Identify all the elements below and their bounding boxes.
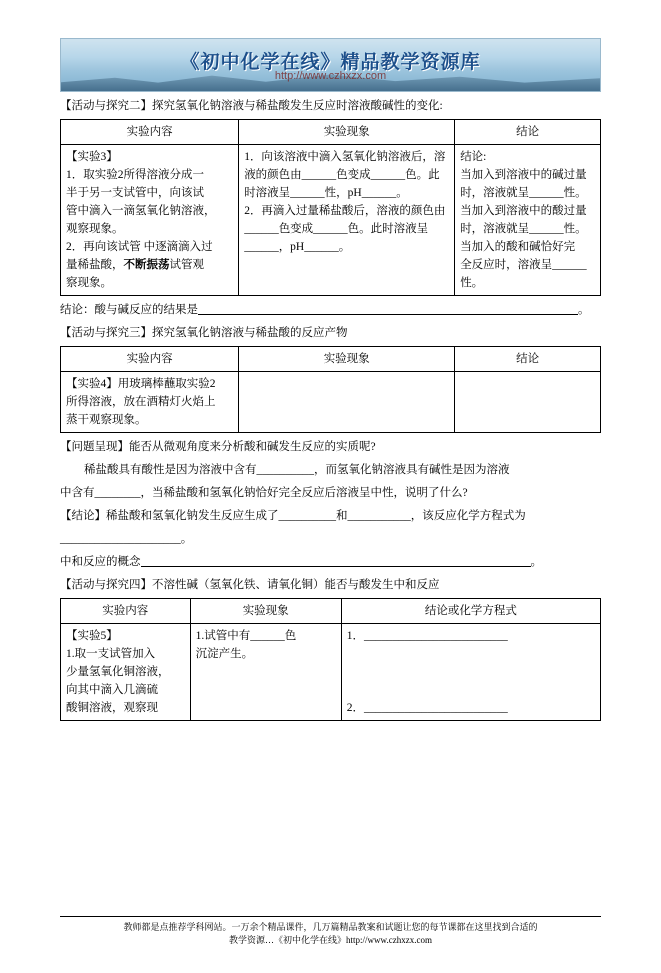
content-line: 观察现象。 xyxy=(66,223,124,235)
phenomenon-line: ______，pH______。 xyxy=(244,241,351,253)
question-body-line-1: 稀盐酸具有酸性是因为溶液中含有__________，而氢氧化钠溶液具有碱性是因为溶液 xyxy=(84,464,510,476)
table-header-row xyxy=(61,599,601,624)
phenomenon-line: 1.试管中有______色 xyxy=(195,630,297,642)
neutralization-label: 中和反应的概念 xyxy=(60,556,141,568)
neutralization-tail: 。 xyxy=(530,556,542,568)
content-line: 1．取实验2所得溶液分成一 xyxy=(66,169,204,181)
table-row xyxy=(61,624,601,721)
phenomenon-line: 2．再滴入过量稀盐酸后，溶液的颜色由 xyxy=(244,205,446,217)
cell-content xyxy=(61,372,239,433)
col-header-content: 实验内容 xyxy=(61,599,191,624)
content-line: 察现象。 xyxy=(66,277,112,289)
conclusion-spacer xyxy=(347,645,595,699)
conclusion-line: 时，溶液就呈______性。 xyxy=(460,187,587,199)
content-line: 蒸干观察现象。 xyxy=(66,414,147,426)
col-header-phenomenon: 实验现象 xyxy=(190,599,341,624)
content-line: 半于另一支试管中，向该试 xyxy=(66,187,204,199)
table-row xyxy=(61,145,601,296)
cell-content xyxy=(61,145,239,296)
page-footer xyxy=(60,916,601,947)
document-page xyxy=(0,38,661,973)
question-heading: 【问题呈现】能否从微观角度来分析酸和碱发生反应的实质呢? xyxy=(60,441,376,453)
col-header-content: 实验内容 xyxy=(61,347,239,372)
col-header-phenomenon: 实验现象 xyxy=(239,347,455,372)
conclusion-heading-line-2: _____________________。 xyxy=(60,533,193,545)
content-line: 向其中滴入几滴硫 xyxy=(66,684,158,696)
question-body-line-2: 中含有________，当稀盐酸和氢氧化钠恰好完全反应后溶液呈中性，说明了什么? xyxy=(60,487,468,499)
conclusion-line: 结论: xyxy=(460,151,487,163)
emphasis-text: 不断振荡 xyxy=(123,259,170,271)
phenomenon-line: 时溶液呈______性，pH______。 xyxy=(244,187,408,199)
content-line: 【实验4】用玻璃棒蘸取实验2 xyxy=(66,378,216,390)
blank-fill xyxy=(141,554,531,567)
conclusion-line: 全反应时，溶液呈______性。 xyxy=(460,259,587,289)
phenomenon-line: ______色变成______色。此时溶液呈 xyxy=(244,223,429,235)
banner-title: 《初中化学在线》精品教学资源库 xyxy=(180,52,481,73)
phenomenon-line: 1．向该溶液中滴入氢氧化钠溶液后，溶 xyxy=(244,151,446,163)
blank-fill xyxy=(198,302,578,315)
table-header-row xyxy=(61,120,601,145)
cell-phenomenon xyxy=(239,145,455,296)
content-line: 酸铜溶液，观察现 xyxy=(66,702,158,714)
activity2-heading: 【活动与探究二】探究氢氧化钠溶液与稀盐酸发生反应时溶液酸碱性的变化: xyxy=(60,100,443,112)
activity4-table xyxy=(60,598,601,721)
content-line: 管中滴入一滴氢氧化钠溶液， xyxy=(66,205,216,217)
content-line: 【实验3】 xyxy=(66,151,118,163)
col-header-content: 实验内容 xyxy=(61,120,239,145)
cell-conclusion xyxy=(455,372,601,433)
table-header-row xyxy=(61,347,601,372)
content-line: 【实验5】 xyxy=(66,630,118,642)
content-line-bolded: 量稀盐酸，不断振荡试管观 xyxy=(66,259,204,271)
footer-line-1: 教师都是点推荐学科网站。一万余个精品课件，几万篇精品教案和试题让您的每节课都在这里找到合适的 xyxy=(123,922,538,932)
activity3-table xyxy=(60,346,601,433)
conclusion-line: 当加入到溶液中的碱过量 xyxy=(460,169,587,181)
activity2-conclusion-tail: 。 xyxy=(578,304,590,316)
phenomenon-line: 液的颜色由______色变成______色。此 xyxy=(244,169,440,181)
col-header-conclusion: 结论或化学方程式 xyxy=(341,599,600,624)
cell-content xyxy=(61,624,191,721)
content-line: 1.取一支试管加入 xyxy=(66,648,156,660)
col-header-phenomenon: 实验现象 xyxy=(239,120,455,145)
conclusion-line: 当加入到溶液中的酸过量 xyxy=(460,205,587,217)
cell-conclusion xyxy=(455,145,601,296)
cell-conclusion xyxy=(341,624,600,721)
col-header-conclusion: 结论 xyxy=(455,120,601,145)
activity4-heading: 【活动与探究四】不溶性碱（氢氧化铁、请氧化铜）能否与酸发生中和反应 xyxy=(60,579,440,591)
conclusion-line: 时，溶液就呈______性。 xyxy=(460,223,587,235)
conclusion-heading-line-1: 【结论】稀盐酸和氢氧化钠发生反应生成了__________和___________，该反应化学方程式为 xyxy=(60,510,526,522)
neutralization-definition-line xyxy=(60,554,601,571)
conclusion-line: 1．_________________________ xyxy=(346,630,508,642)
col-header-conclusion: 结论 xyxy=(455,347,601,372)
cell-phenomenon xyxy=(190,624,341,721)
content-line: 2．再向该试管 中逐滴滴入过 xyxy=(66,241,213,253)
footer-line-2: 教学资源…《初中化学在线》http://www.czhxzx.com xyxy=(229,935,432,945)
activity2-table xyxy=(60,119,601,296)
activity2-conclusion-line xyxy=(60,302,601,319)
activity2-conclusion-label: 结论：酸与碱反应的结果是 xyxy=(60,304,198,316)
banner-url: http://www.czhxzx.com xyxy=(274,70,387,82)
content-line: 少量氢氧化铜溶液， xyxy=(66,666,170,678)
table-row xyxy=(61,372,601,433)
conclusion-line: 当加入的酸和碱恰好完 xyxy=(460,241,576,253)
content-line: 所得溶液，放在酒精灯火焰上 xyxy=(66,396,216,408)
conclusion-line: 2．_________________________ xyxy=(346,702,508,714)
phenomenon-line: 沉淀产生。 xyxy=(195,648,254,660)
site-banner xyxy=(60,38,601,92)
activity3-heading: 【活动与探究三】探究氢氧化钠溶液与稀盐酸的反应产物 xyxy=(60,327,348,339)
cell-phenomenon xyxy=(239,372,455,433)
